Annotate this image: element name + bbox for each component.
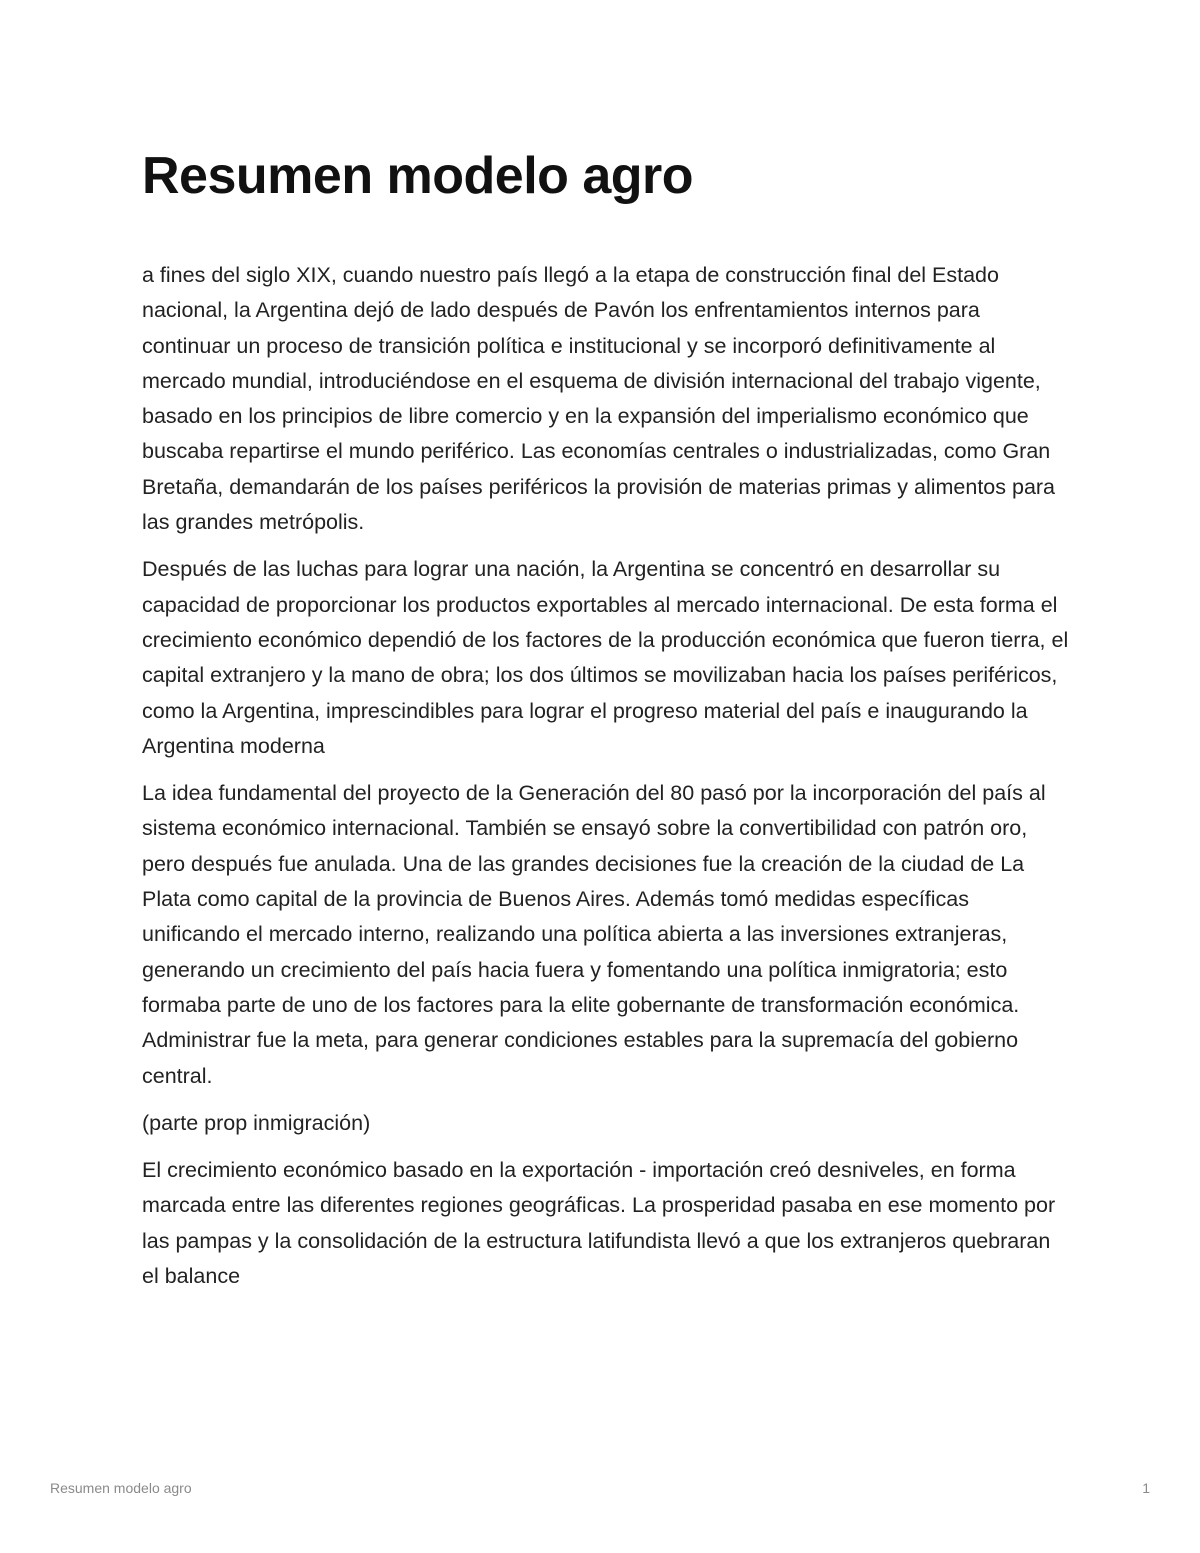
- page-footer: [50, 1480, 1150, 1500]
- document-body: [142, 258, 1072, 1306]
- paragraph-1: a fines del siglo XIX, cuando nuestro país llegó a la etapa de construcción final del Estado nacional, la Argentina dejó de lado después de Pavón los enfrentamientos internos para continuar un proceso de transición política e institucional y se incorporó definitivamente al mercado mundial, introduciéndose en el esquema de división internacional del trabajo vigente, basado en los principios de libre comercio y en la expansión del imperialismo económico que buscaba repartirse el mundo periférico. Las economías centrales o industrializadas, como Gran Bretaña, demandarán de los países periféricos la provisión de materias primas y alimentos para las grandes metrópolis.: [142, 263, 1056, 535]
- paragraph-5: El crecimiento económico basado en la exportación - importación creó desniveles, en forma marcada entre las diferentes regiones geográficas. La prosperidad pasaba en ese momento por las pampas y la consolidación de la estructura latifundista llevó a que los extranjeros quebraran el balance: [142, 1158, 1056, 1289]
- paragraph-4: (parte prop inmigración): [142, 1110, 371, 1135]
- paragraph-3: La idea fundamental del proyecto de la Generación del 80 pasó por la incorporación del país al sistema económico internacional. También se ensayó sobre la convertibilidad con patrón oro, pero después fue anulada. Una de las grandes decisiones fue la creación de la ciudad de La Plata como capital de la provincia de Buenos Aires. Además tomó medidas específicas unificando el mercado interno, realizando una política abierta a las inversiones extranjeras, generando un crecimiento del país hacia fuera y fomentando una política inmigratoria; esto formaba parte de uno de los factores para la elite gobernante de transformación económica. Administrar fue la meta, para generar condiciones estables para la supremacía del gobierno central.: [142, 781, 1046, 1088]
- page-title: Resumen modelo agro: [142, 147, 694, 205]
- footer-title: Resumen modelo agro: [50, 1480, 192, 1496]
- paragraph-2: Después de las luchas para lograr una nación, la Argentina se concentró en desarrollar su capacidad de proporcionar los productos exportables al mercado internacional. De esta forma el crecimiento económico dependió de los factores de la producción económica que fueron tierra, el capital extranjero y la mano de obra; los dos últimos se movilizaban hacia los países periféricos, como la Argentina, imprescindibles para lograr el progreso material del país e inaugurando la Argentina moderna: [142, 557, 1069, 758]
- page-number: 1: [1142, 1480, 1150, 1496]
